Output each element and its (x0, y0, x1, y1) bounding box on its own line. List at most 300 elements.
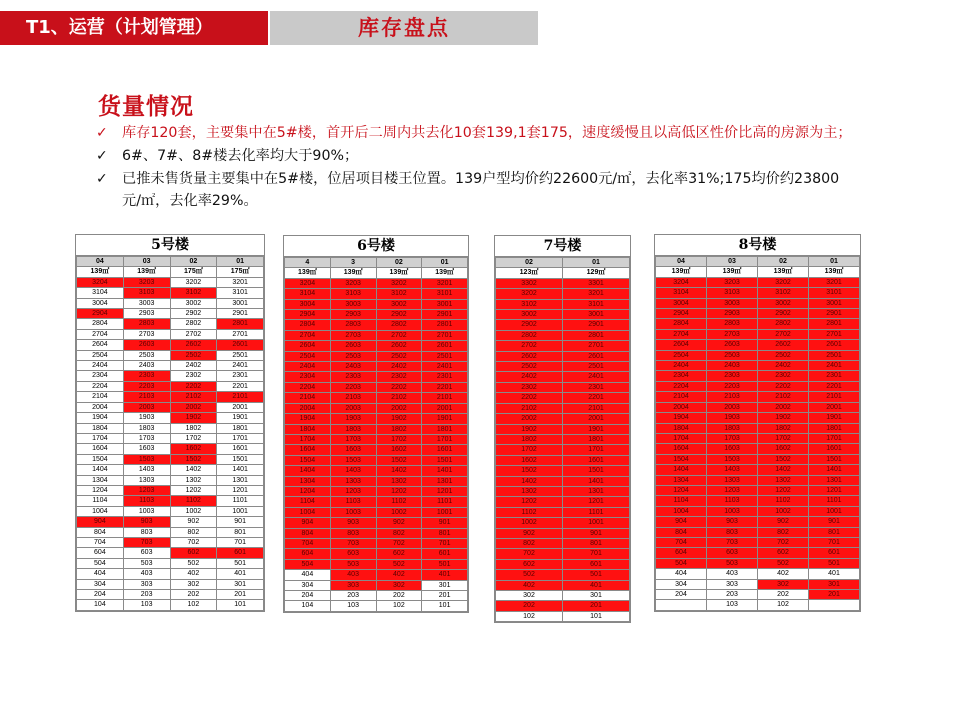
unit-cell-available: 2704 (77, 329, 124, 339)
unit-type: 129㎡ (563, 268, 630, 278)
unit-cell-sold: 1301 (809, 475, 860, 485)
floor-row (285, 601, 468, 611)
floor-row (285, 434, 468, 444)
unit-cell-sold: 2504 (285, 351, 331, 361)
unit-cell-sold: 801 (809, 527, 860, 537)
unit-cell-available: 402 (758, 569, 809, 579)
unit-cell-sold: 3101 (422, 289, 468, 299)
unit-cell-available: 101 (217, 600, 264, 610)
unit-cell-sold: 2603 (330, 341, 376, 351)
floor-row (285, 445, 468, 455)
unit-cell-sold: 1503 (707, 454, 758, 464)
floor-row (285, 518, 468, 528)
floor-row (656, 517, 860, 527)
floor-row (656, 527, 860, 537)
unit-cell-sold: 504 (285, 559, 331, 569)
unit-cell-sold: 1001 (422, 507, 468, 517)
unit-cell-sold: 402 (376, 570, 422, 580)
unit-type-row (77, 267, 264, 277)
unit-cell-sold: 2203 (707, 381, 758, 391)
unit-cell-sold: 3103 (123, 288, 170, 298)
unit-cell-sold: 2002 (376, 403, 422, 413)
unit-cell-available: 1701 (217, 433, 264, 443)
unit-cell-sold: 2001 (809, 402, 860, 412)
unit-cell-sold: 403 (330, 570, 376, 580)
unit-cell-sold: 3203 (123, 277, 170, 287)
unit-cell-sold: 1403 (330, 466, 376, 476)
floor-row (656, 413, 860, 423)
unit-cell-sold: 3204 (285, 278, 331, 288)
unit-cell-available: 1704 (77, 433, 124, 443)
unit-cell-sold: 3102 (758, 288, 809, 298)
unit-cell-available: 2402 (170, 361, 217, 371)
floor-row (656, 433, 860, 443)
unit-cell-sold: 2401 (563, 372, 630, 382)
unit-cell-available: 102 (170, 600, 217, 610)
unit-type: 139㎡ (422, 268, 468, 278)
unit-cell-sold: 1302 (376, 476, 422, 486)
unit-cell-sold: 601 (809, 548, 860, 558)
unit-cell-available: 402 (170, 569, 217, 579)
unit-cell-available: 304 (77, 579, 124, 589)
unit-cell-sold: 804 (656, 527, 707, 537)
building-7-table (494, 235, 631, 623)
unit-cell-sold: 2001 (422, 403, 468, 413)
unit-cell-available: 301 (217, 579, 264, 589)
unit-cell-sold: 3002 (376, 299, 422, 309)
unit-cell-available: 1101 (217, 496, 264, 506)
floor-row (77, 579, 264, 589)
unit-cell-available: 103 (707, 600, 758, 610)
floor-row (656, 569, 860, 579)
unit-type-row (496, 268, 630, 278)
unit-cell-available: 403 (123, 569, 170, 579)
unit-cell-sold: 2302 (376, 372, 422, 382)
floor-row (77, 392, 264, 402)
unit-cell-available: 2403 (123, 361, 170, 371)
unit-cell-sold: 1304 (656, 475, 707, 485)
unit-cell-available: 1903 (123, 413, 170, 423)
unit-cell-available: 304 (656, 579, 707, 589)
unit-cell-sold: 1102 (170, 496, 217, 506)
floor-row (496, 372, 630, 382)
unit-cell-available: 2401 (217, 361, 264, 371)
unit-cell-sold: 2101 (422, 393, 468, 403)
unit-cell-sold: 2803 (330, 320, 376, 330)
unit-cell-sold: 803 (330, 528, 376, 538)
unit-cell-sold: 2202 (170, 381, 217, 391)
unit-cell-sold: 2203 (123, 381, 170, 391)
floor-row (77, 413, 264, 423)
unit-cell-sold: 1203 (123, 485, 170, 495)
floor-row (496, 580, 630, 590)
unit-cell-sold: 1701 (809, 433, 860, 443)
floor-row (496, 310, 630, 320)
unit-cell-sold: 1501 (422, 455, 468, 465)
unit-cell-sold: 703 (707, 537, 758, 547)
unit-cell-available: 2701 (217, 329, 264, 339)
unit-type: 139㎡ (123, 267, 170, 277)
unit-cell-sold: 1903 (707, 413, 758, 423)
floor-row (285, 476, 468, 486)
unit-cell-sold: 2002 (758, 402, 809, 412)
unit-cell-sold: 1203 (707, 485, 758, 495)
unit-cell-sold: 1502 (376, 455, 422, 465)
unit-cell-sold: 901 (422, 518, 468, 528)
unit-cell-sold: 2902 (376, 310, 422, 320)
unit-cell-available: 1303 (123, 475, 170, 485)
floor-row (656, 506, 860, 516)
unit-cell-sold: 3002 (758, 298, 809, 308)
unit-cell-available: 503 (123, 558, 170, 568)
unit-cell-sold: 3201 (422, 278, 468, 288)
unit-cell-sold: 303 (330, 580, 376, 590)
unit-cell-available: 902 (170, 517, 217, 527)
unit-cell-sold: 2801 (422, 320, 468, 330)
unit-cell-sold: 2501 (422, 351, 468, 361)
unit-cell-sold: 602 (758, 548, 809, 558)
unit-type: 139㎡ (809, 267, 860, 277)
bullet-text: 6#、7#、8#楼去化率均大于90%； (122, 148, 359, 164)
unit-cell-sold: 903 (123, 517, 170, 527)
unit-grid (655, 256, 860, 611)
unit-cell-sold: 603 (330, 549, 376, 559)
unit-cell-sold: 3103 (330, 289, 376, 299)
floor-row (285, 382, 468, 392)
floor-row (496, 320, 630, 330)
unit-cell-sold: 2302 (758, 371, 809, 381)
unit-cell-sold: 802 (758, 527, 809, 537)
unit-cell-sold: 2404 (656, 361, 707, 371)
floor-row (656, 558, 860, 568)
unit-cell-sold: 1104 (656, 496, 707, 506)
floor-row (496, 570, 630, 580)
unit-cell-sold: 903 (330, 518, 376, 528)
unit-cell-sold: 1202 (758, 485, 809, 495)
column-header: 02 (170, 257, 217, 267)
unit-cell-sold: 2201 (422, 382, 468, 392)
unit-cell-available: 103 (330, 601, 376, 611)
unit-cell-sold: 1101 (563, 507, 630, 517)
floor-row (496, 330, 630, 340)
unit-type: 139㎡ (656, 267, 707, 277)
floor-row (656, 402, 860, 412)
unit-cell-sold: 902 (496, 528, 563, 538)
unit-cell-available: 504 (77, 558, 124, 568)
unit-cell-sold: 1402 (496, 476, 563, 486)
floor-row (496, 591, 630, 601)
unit-cell-available: 1603 (123, 444, 170, 454)
unit-cell-sold: 2902 (496, 320, 563, 330)
floor-row (285, 393, 468, 403)
floor-row (496, 538, 630, 548)
unit-cell-sold: 602 (496, 559, 563, 569)
unit-cell-available: 3201 (217, 277, 264, 287)
unit-cell-available: 1202 (170, 485, 217, 495)
unit-cell-available: 102 (758, 600, 809, 610)
floor-row (77, 433, 264, 443)
unit-cell-available: 302 (496, 591, 563, 601)
floor-row (656, 496, 860, 506)
unit-cell-sold: 2702 (376, 330, 422, 340)
unit-cell-sold: 2401 (809, 361, 860, 371)
unit-cell-sold: 2802 (758, 319, 809, 329)
unit-cell-available: 1003 (123, 506, 170, 516)
unit-cell-available: 1204 (77, 485, 124, 495)
unit-cell-sold: 2904 (285, 310, 331, 320)
unit-cell-sold: 1902 (496, 424, 563, 434)
unit-cell-sold: 1204 (285, 486, 331, 496)
unit-cell-available: 2201 (217, 381, 264, 391)
unit-cell-available: 101 (422, 601, 468, 611)
unit-cell-sold: 904 (77, 517, 124, 527)
unit-cell-sold: 503 (707, 558, 758, 568)
unit-cell-sold: 701 (809, 537, 860, 547)
unit-cell-sold: 2201 (809, 381, 860, 391)
unit-grid (495, 257, 630, 622)
unit-cell-sold: 3001 (809, 298, 860, 308)
floor-row (656, 485, 860, 495)
unit-cell-available: 1301 (217, 475, 264, 485)
floor-row (656, 329, 860, 339)
unit-cell-sold: 1003 (330, 507, 376, 517)
floor-row (77, 548, 264, 558)
unit-cell-sold: 3104 (656, 288, 707, 298)
unit-cell-available: 102 (376, 601, 422, 611)
unit-cell-sold: 2402 (758, 361, 809, 371)
unit-cell-sold: 1804 (285, 424, 331, 434)
unit-cell-sold: 1503 (330, 455, 376, 465)
floor-row (496, 486, 630, 496)
unit-cell-available: 1004 (77, 506, 124, 516)
unit-cell-available: 1702 (170, 433, 217, 443)
floor-row (77, 485, 264, 495)
unit-cell-sold: 1904 (285, 414, 331, 424)
unit-cell-sold: 2702 (496, 341, 563, 351)
unit-cell-available (809, 600, 860, 610)
unit-cell-sold: 702 (496, 549, 563, 559)
unit-cell-sold: 1602 (758, 444, 809, 454)
unit-cell-available: 1001 (217, 506, 264, 516)
unit-cell-sold: 2003 (707, 402, 758, 412)
unit-cell-sold: 1901 (563, 424, 630, 434)
unit-cell-sold: 2602 (496, 351, 563, 361)
unit-cell-available: 1601 (217, 444, 264, 454)
unit-cell-sold: 2803 (123, 319, 170, 329)
unit-cell-sold: 1504 (656, 454, 707, 464)
unit-cell-sold: 3004 (285, 299, 331, 309)
unit-cell-sold: 1103 (330, 497, 376, 507)
unit-cell-sold: 1203 (330, 486, 376, 496)
unit-cell-available: 101 (563, 611, 630, 621)
unit-cell-sold: 1602 (496, 455, 563, 465)
unit-cell-available: 2404 (77, 361, 124, 371)
floor-row (285, 424, 468, 434)
unit-cell-available: 2504 (77, 350, 124, 360)
floor-row (285, 403, 468, 413)
unit-cell-sold: 602 (170, 548, 217, 558)
unit-cell-sold: 804 (285, 528, 331, 538)
unit-cell-sold: 1003 (707, 506, 758, 516)
unit-cell-sold: 2002 (170, 402, 217, 412)
floor-row (496, 382, 630, 392)
unit-cell-sold: 2301 (809, 371, 860, 381)
floor-row (496, 278, 630, 288)
unit-cell-sold: 701 (563, 549, 630, 559)
unit-cell-available: 202 (376, 591, 422, 601)
unit-type: 139㎡ (376, 268, 422, 278)
floor-row (77, 350, 264, 360)
unit-cell-sold: 1602 (170, 444, 217, 454)
unit-cell-available: 501 (217, 558, 264, 568)
building-6-table (283, 235, 469, 613)
floor-row (496, 424, 630, 434)
unit-cell-sold: 603 (707, 548, 758, 558)
unit-cell-available: 2802 (170, 319, 217, 329)
building-title: 5号楼 (76, 235, 264, 256)
unit-cell-available: 2301 (217, 371, 264, 381)
unit-cell-sold: 1002 (376, 507, 422, 517)
floor-row (285, 549, 468, 559)
unit-cell-sold: 901 (563, 528, 630, 538)
floor-row (656, 340, 860, 350)
floor-row (656, 371, 860, 381)
floor-row (285, 351, 468, 361)
unit-type: 139㎡ (77, 267, 124, 277)
unit-cell-sold: 2602 (170, 340, 217, 350)
column-header: 02 (496, 258, 563, 268)
building-8-table (654, 234, 861, 612)
unit-cell-sold: 501 (563, 570, 630, 580)
unit-cell-sold: 2102 (496, 403, 563, 413)
unit-cell-sold: 2304 (656, 371, 707, 381)
unit-cell-sold: 2801 (563, 330, 630, 340)
unit-cell-available: 202 (758, 590, 809, 600)
unit-cell-available: 1703 (123, 433, 170, 443)
unit-cell-sold: 2601 (422, 341, 468, 351)
unit-cell-sold: 2303 (123, 371, 170, 381)
unit-cell-available: 2604 (77, 340, 124, 350)
unit-cell-sold: 2403 (707, 361, 758, 371)
unit-cell-sold: 1201 (563, 497, 630, 507)
floor-row (656, 465, 860, 475)
unit-cell-available: 1604 (77, 444, 124, 454)
unit-cell-sold: 604 (656, 548, 707, 558)
unit-cell-sold: 2502 (170, 350, 217, 360)
unit-cell-sold: 604 (285, 549, 331, 559)
unit-cell-sold: 2601 (217, 340, 264, 350)
unit-cell-available: 1401 (217, 465, 264, 475)
unit-cell-sold: 3201 (809, 277, 860, 287)
unit-cell-sold: 904 (285, 518, 331, 528)
unit-cell-sold: 1101 (809, 496, 860, 506)
unit-cell-sold: 501 (809, 558, 860, 568)
unit-cell-available: 404 (656, 569, 707, 579)
unit-cell-available: 1504 (77, 454, 124, 464)
column-header: 01 (809, 257, 860, 267)
unit-cell-sold: 1602 (376, 445, 422, 455)
unit-cell-sold: 2603 (123, 340, 170, 350)
unit-cell-sold: 1004 (656, 506, 707, 516)
unit-cell-sold: 1502 (170, 454, 217, 464)
unit-cell-sold: 803 (707, 527, 758, 537)
unit-cell-sold: 1904 (656, 413, 707, 423)
unit-cell-sold: 802 (376, 528, 422, 538)
unit-cell-sold: 1601 (809, 444, 860, 454)
unit-cell-sold: 1301 (422, 476, 468, 486)
unit-cell-available: 1201 (217, 485, 264, 495)
floor-row (656, 590, 860, 600)
unit-cell-sold: 1603 (707, 444, 758, 454)
floor-row (496, 518, 630, 528)
unit-cell-sold: 502 (496, 570, 563, 580)
unit-cell-available: 203 (707, 590, 758, 600)
unit-cell-available: 104 (77, 600, 124, 610)
floor-row (496, 466, 630, 476)
unit-cell-available: 103 (123, 600, 170, 610)
unit-cell-sold: 2003 (330, 403, 376, 413)
unit-cell-sold: 1103 (123, 496, 170, 506)
floor-row (77, 381, 264, 391)
unit-cell-available: 201 (422, 591, 468, 601)
unit-cell-sold: 2103 (707, 392, 758, 402)
unit-cell-sold: 1102 (758, 496, 809, 506)
floor-row (285, 507, 468, 517)
unit-cell-sold: 801 (422, 528, 468, 538)
unit-cell-sold: 2802 (376, 320, 422, 330)
unit-cell-sold: 1702 (376, 434, 422, 444)
unit-cell-sold: 1802 (758, 423, 809, 433)
unit-cell-sold: 2901 (563, 320, 630, 330)
floor-row (77, 329, 264, 339)
column-header: 4 (285, 258, 331, 268)
unit-cell-sold: 2703 (707, 329, 758, 339)
unit-cell-sold: 1001 (563, 518, 630, 528)
unit-cell-sold: 2602 (376, 341, 422, 351)
unit-cell-sold: 1903 (330, 414, 376, 424)
unit-cell-sold: 2701 (422, 330, 468, 340)
unit-cell-available: 2804 (77, 319, 124, 329)
unit-cell-available: 303 (707, 579, 758, 589)
unit-cell-sold: 2501 (563, 362, 630, 372)
unit-cell-sold: 2204 (285, 382, 331, 392)
section-title: 货量情况 (98, 93, 194, 120)
unit-cell-sold: 3001 (563, 310, 630, 320)
floor-row (496, 528, 630, 538)
unit-cell-sold: 1402 (758, 465, 809, 475)
floor-row (77, 537, 264, 547)
unit-cell-available: 2702 (170, 329, 217, 339)
column-header: 04 (77, 257, 124, 267)
unit-cell-sold: 3003 (707, 298, 758, 308)
floor-row (77, 423, 264, 433)
unit-cell-sold: 3302 (496, 278, 563, 288)
unit-cell-sold: 1902 (170, 413, 217, 423)
unit-cell-sold: 201 (809, 590, 860, 600)
unit-cell-sold: 2704 (285, 330, 331, 340)
floor-row (285, 299, 468, 309)
floor-row (496, 559, 630, 569)
unit-cell-sold: 2704 (656, 329, 707, 339)
unit-cell-available: 3004 (77, 298, 124, 308)
floor-row (285, 455, 468, 465)
floor-row (77, 517, 264, 527)
unit-cell-sold: 2701 (809, 329, 860, 339)
unit-cell-sold: 1102 (496, 507, 563, 517)
unit-cell-sold: 1502 (758, 454, 809, 464)
column-header: 03 (123, 257, 170, 267)
floor-row (656, 548, 860, 558)
